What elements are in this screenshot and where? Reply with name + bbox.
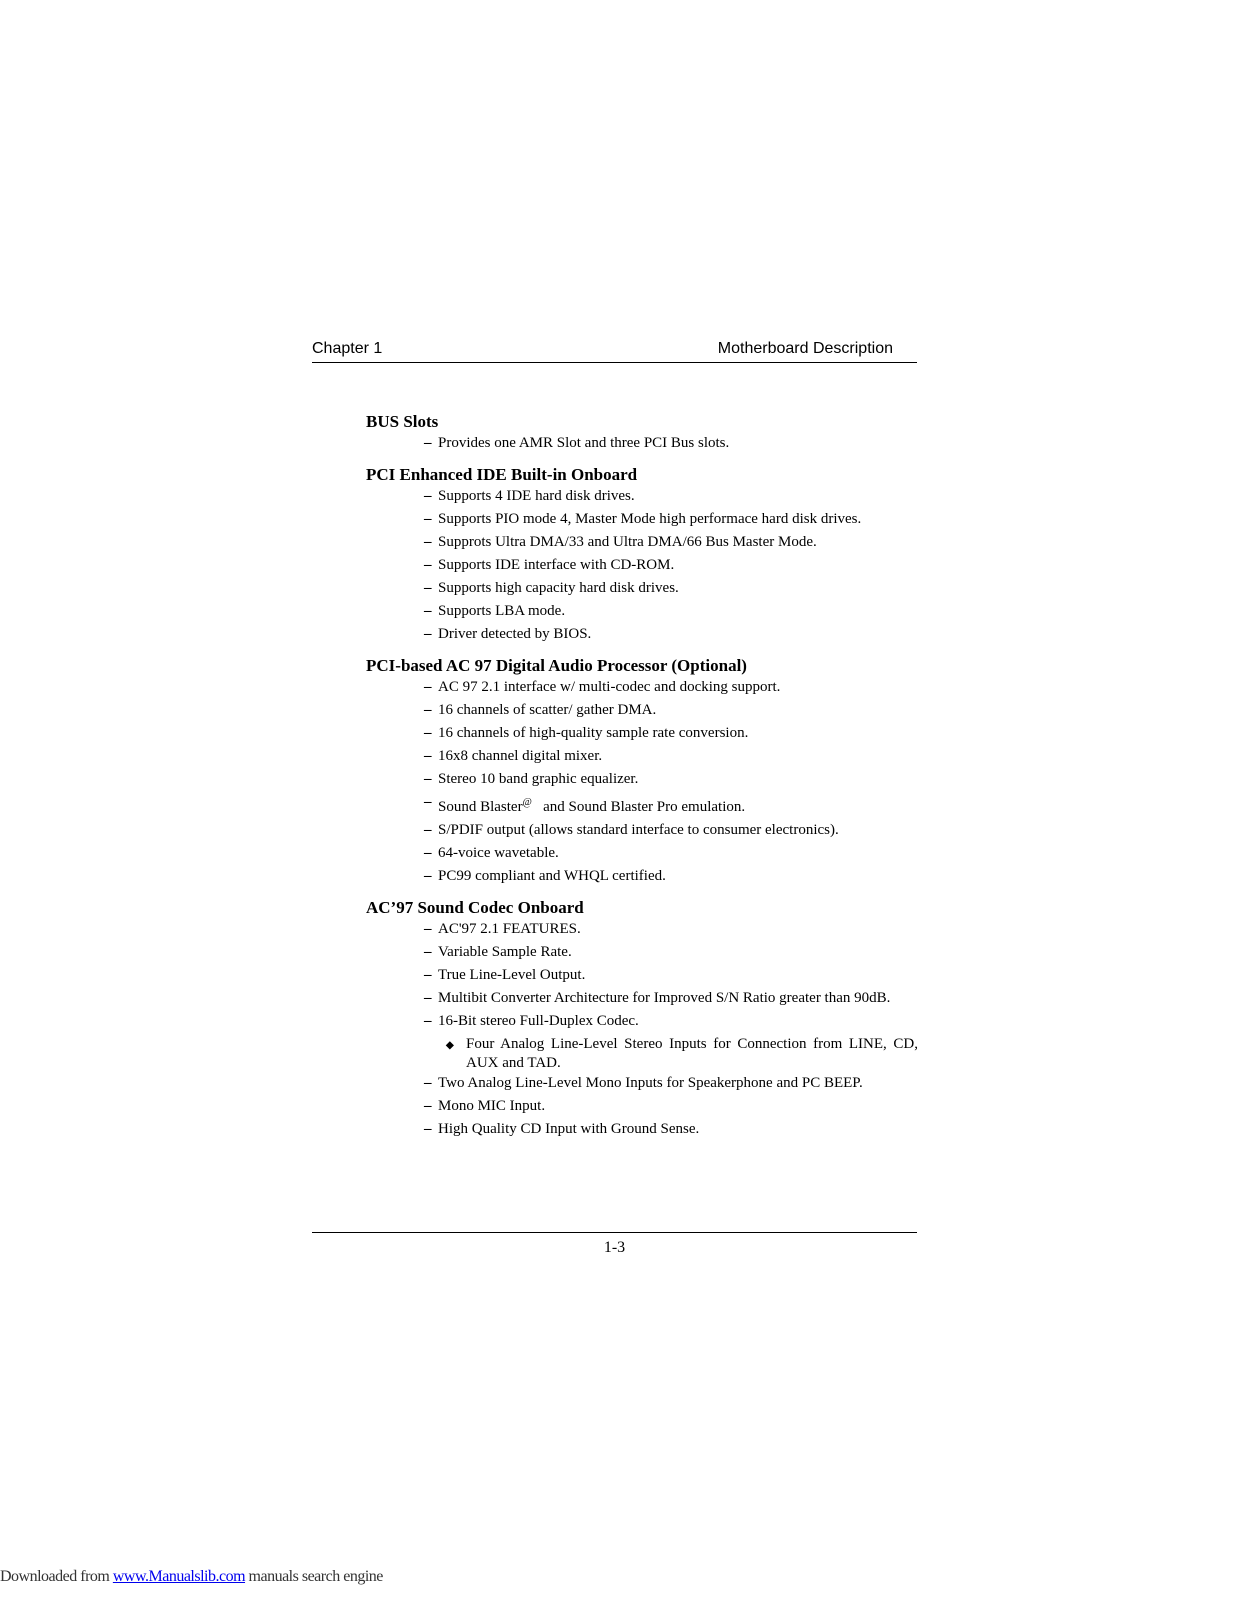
dash-bullet: – bbox=[424, 748, 432, 764]
download-prefix: Downloaded from bbox=[0, 1568, 113, 1585]
list-item: – Multibit Converter Architecture for Improved S/N Ratio greater than 90dB. bbox=[424, 990, 891, 1006]
list-item: – AC 97 2.1 interface w/ multi-codec and docking support. bbox=[424, 679, 781, 695]
dash-bullet: – bbox=[424, 580, 432, 596]
dash-bullet: – bbox=[424, 967, 432, 983]
list-item: – Supprots Ultra DMA/33 and Ultra DMA/66 Bus Master Mode. bbox=[424, 534, 817, 550]
list-bus-slots bbox=[366, 434, 918, 453]
dash-bullet: – bbox=[424, 990, 432, 1006]
list-ide bbox=[366, 487, 918, 644]
dash-bullet: – bbox=[424, 702, 432, 718]
page-footer bbox=[312, 1232, 917, 1257]
page-header bbox=[312, 338, 917, 363]
dash-bullet: – bbox=[424, 921, 432, 937]
list-item: – 16 channels of high-quality sample rate conversion. bbox=[424, 725, 749, 741]
dash-bullet: – bbox=[424, 725, 432, 741]
list-item: – Supports PIO mode 4, Master Mode high performace hard disk drives. bbox=[424, 511, 862, 527]
dash-bullet: – bbox=[424, 557, 432, 573]
list-item: – Mono MIC Input. bbox=[424, 1098, 546, 1114]
dash-bullet: – bbox=[424, 679, 432, 695]
page-number: 1-3 bbox=[603, 1239, 626, 1256]
manualslib-link[interactable]: www.Manualslib.com bbox=[112, 1568, 246, 1585]
list-item: – 64-voice wavetable. bbox=[424, 845, 559, 861]
list-item: – PC99 compliant and WHQL certified. bbox=[424, 868, 666, 884]
section-title-audio-processor: PCI-based AC 97 Digital Audio Processor (Optional) bbox=[366, 656, 747, 675]
dash-bullet: – bbox=[424, 435, 432, 451]
list-item: – S/PDIF output (allows standard interface to consumer electronics). bbox=[424, 822, 839, 838]
sup-mark: @ bbox=[522, 797, 532, 808]
list-item: – Driver detected by BIOS. bbox=[424, 626, 592, 642]
list-item: – Supports 4 IDE hard disk drives. bbox=[424, 488, 635, 504]
list-item: – 16-Bit stereo Full-Duplex Codec. bbox=[424, 1013, 639, 1029]
dash-bullet: – bbox=[424, 1098, 432, 1114]
dash-bullet: – bbox=[424, 822, 432, 838]
section-title-sound-codec: AC’97 Sound Codec Onboard bbox=[366, 898, 584, 917]
dash-bullet: – bbox=[424, 1013, 432, 1029]
list-item: – Two Analog Line-Level Mono Inputs for Speakerphone and PC BEEP. bbox=[424, 1075, 863, 1091]
download-suffix: manuals search engine bbox=[245, 1568, 383, 1585]
dash-bullet: – bbox=[424, 1121, 432, 1137]
list-audio-processor bbox=[366, 678, 918, 886]
dash-bullet: – bbox=[424, 868, 432, 884]
diamond-bullet-icon: ◆ bbox=[446, 1040, 454, 1051]
sub-list-item: ◆ Four Analog Line-Level Stereo Inputs for Connection from LINE, CD, AUX and TAD. bbox=[446, 1036, 918, 1071]
dash-bullet: – bbox=[424, 845, 432, 861]
section-label: Motherboard Description bbox=[717, 340, 893, 357]
page-content bbox=[366, 410, 918, 1149]
dash-bullet: – bbox=[424, 771, 432, 787]
download-footer bbox=[0, 1568, 383, 1586]
dash-bullet: – bbox=[424, 1075, 432, 1091]
list-item: – AC'97 2.1 FEATURES. bbox=[424, 921, 581, 937]
dash-bullet: – bbox=[424, 511, 432, 527]
list-item: – 16x8 channel digital mixer. bbox=[424, 748, 603, 764]
section-title-bus-slots: BUS Slots bbox=[366, 412, 439, 431]
list-item: – True Line-Level Output. bbox=[424, 967, 586, 983]
list-item: – Provides one AMR Slot and three PCI Bus slots. bbox=[424, 435, 730, 451]
list-item: – Sound Blaster@ and Sound Blaster Pro emulation. bbox=[424, 794, 746, 815]
dash-bullet: – bbox=[424, 944, 432, 960]
list-item: – Supports high capacity hard disk drives. bbox=[424, 580, 679, 596]
dash-bullet: – bbox=[424, 626, 432, 642]
list-item: – High Quality CD Input with Ground Sense. bbox=[424, 1121, 700, 1137]
list-item: – Supports LBA mode. bbox=[424, 603, 566, 619]
chapter-label: Chapter 1 bbox=[312, 340, 383, 357]
dash-bullet: – bbox=[424, 794, 432, 810]
list-item: – Stereo 10 band graphic equalizer. bbox=[424, 771, 639, 787]
dash-bullet: – bbox=[424, 488, 432, 504]
list-item: – 16 channels of scatter/ gather DMA. bbox=[424, 702, 657, 718]
list-sound-codec bbox=[366, 920, 918, 1139]
section-title-ide: PCI Enhanced IDE Built-in Onboard bbox=[366, 465, 638, 484]
dash-bullet: – bbox=[424, 534, 432, 550]
list-item: – Variable Sample Rate. bbox=[424, 944, 572, 960]
dash-bullet: – bbox=[424, 603, 432, 619]
list-item: – Supports IDE interface with CD-ROM. bbox=[424, 557, 675, 573]
